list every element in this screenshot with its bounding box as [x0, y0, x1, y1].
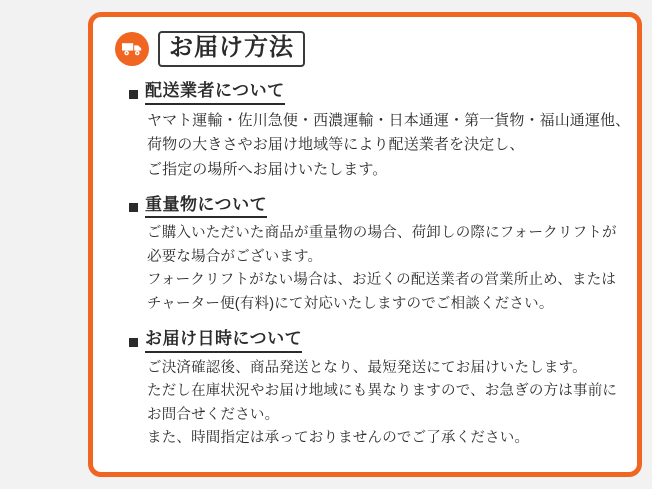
section-body	[115, 222, 615, 316]
body-line: ヤマト運輸・佐川急便・西濃運輸・日本通運・第一貨物・福山通運他、	[147, 111, 631, 129]
section-title: 重量物について	[145, 195, 267, 219]
section-body	[115, 357, 618, 451]
section-title: 配送業者について	[145, 81, 285, 105]
section-carriers	[115, 81, 631, 181]
body-line: お問合せください。	[147, 406, 280, 423]
square-bullet-icon	[129, 203, 138, 212]
body-line: チャーター便(有料)にて対応いたしますのでご相談ください。	[147, 295, 554, 312]
body-line: ご指定の場所へお届けいたします。	[147, 160, 388, 178]
square-bullet-icon	[129, 338, 138, 347]
delivery-truck-icon	[115, 32, 149, 66]
square-bullet-icon	[129, 90, 138, 99]
shipping-info-panel	[88, 12, 642, 477]
section-heavy-items	[115, 195, 615, 316]
body-line: ご決済確認後、商品発送となり、最短発送にてお届けいたします。	[147, 359, 587, 376]
section-heading	[115, 81, 615, 105]
body-line: 荷物の大きさやお届け地域等により配送業者を決定し、	[147, 136, 525, 154]
section-body	[115, 109, 631, 182]
panel-header	[115, 31, 615, 67]
body-line: ご購入いただいた商品が重量物の場合、荷卸しの際にフォークリフトが	[147, 225, 617, 242]
page-title-box	[158, 31, 305, 67]
body-line: また、時間指定は承っておりませんのでご了承ください。	[147, 430, 530, 447]
body-line: フォークリフトがない場合は、お近くの配送業者の営業所止め、または	[147, 272, 617, 289]
panel-content	[93, 17, 637, 451]
section-heading	[115, 329, 615, 353]
body-line: ただし在庫状況やお届け地域にも異なりますので、お急ぎの方は事前に	[147, 383, 618, 400]
page-title: お届け方法	[169, 34, 294, 61]
section-delivery-date	[115, 329, 618, 450]
section-title: お届け日時について	[145, 329, 302, 353]
section-heading	[115, 195, 615, 219]
body-line: 必要な場合がございます。	[147, 248, 323, 265]
